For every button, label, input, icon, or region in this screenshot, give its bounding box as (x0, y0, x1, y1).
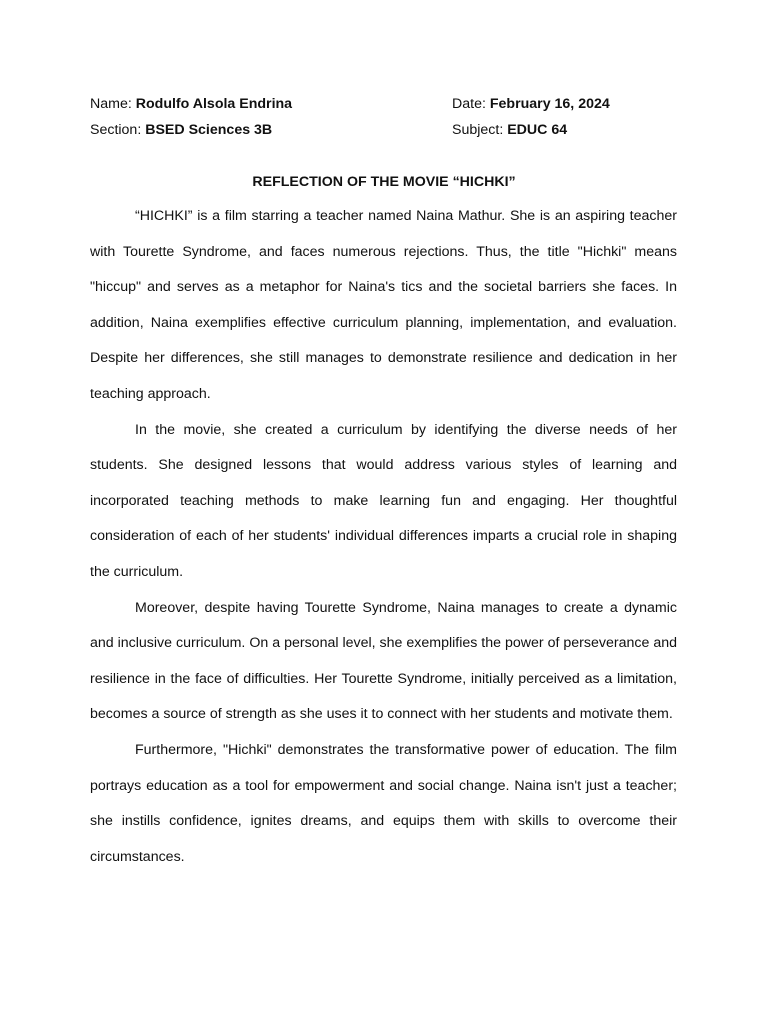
paragraph-3: Moreover, despite having Tourette Syndrome, Naina manages to create a dynamic and inclusive curriculum. On a personal level, she exemplifies the power of perseverance and resilience in the face of difficulties. Her Tourette Syndrome, initially perceived as a limitation, becomes a source of strength as she uses it to connect with her students and motivate them. (90, 599, 677, 723)
document-title: REFLECTION OF THE MOVIE “HICHKI” (252, 174, 516, 190)
section-value: BSED Sciences 3B (145, 122, 273, 138)
name-label: Name: (90, 96, 132, 112)
subject-label: Subject: (452, 122, 504, 138)
subject-value: EDUC 64 (507, 122, 568, 138)
paragraph-2: In the movie, she created a curriculum by identifying the diverse needs of her students. She designed lessons that would address various styles of learning and incorporated teaching methods to make learning fun and engaging. Her thoughtful consideration of each of her students' individual differences imparts a crucial role in shaping the curriculum. (90, 421, 677, 580)
header-row-1 (90, 91, 690, 117)
section-field (90, 117, 272, 143)
paragraph-1: “HICHKI” is a film starring a teacher named Naina Mathur. She is an aspiring teacher with Tourette Syndrome, and faces numerous rejections. Thus, the title "Hichki" means "hiccup" and serves as a metaphor for Naina's tics and the societal barriers she faces. In addition, Naina exemplifies effective curriculum planning, implementation, and evaluation. Despite her differences, she still manages to demonstrate resilience and dedication in her teaching approach. (90, 208, 677, 402)
header-row-2 (90, 117, 690, 143)
document-body (90, 199, 677, 875)
paragraph-4: Furthermore, "Hichki" demonstrates the transformative power of education. The film portrays education as a tool for empowerment and social change. Naina isn't just a teacher; she instills confidence, ignites dreams, and equips them with skills to overcome their circumstances. (90, 741, 677, 865)
subject-field (452, 117, 567, 143)
section-label: Section: (90, 122, 142, 138)
name-value: Rodulfo Alsola Endrina (135, 96, 293, 112)
date-value: February 16, 2024 (489, 96, 610, 112)
date-label: Date: (452, 96, 486, 112)
document-header (90, 91, 690, 143)
date-field (452, 91, 610, 117)
name-field (90, 91, 292, 117)
